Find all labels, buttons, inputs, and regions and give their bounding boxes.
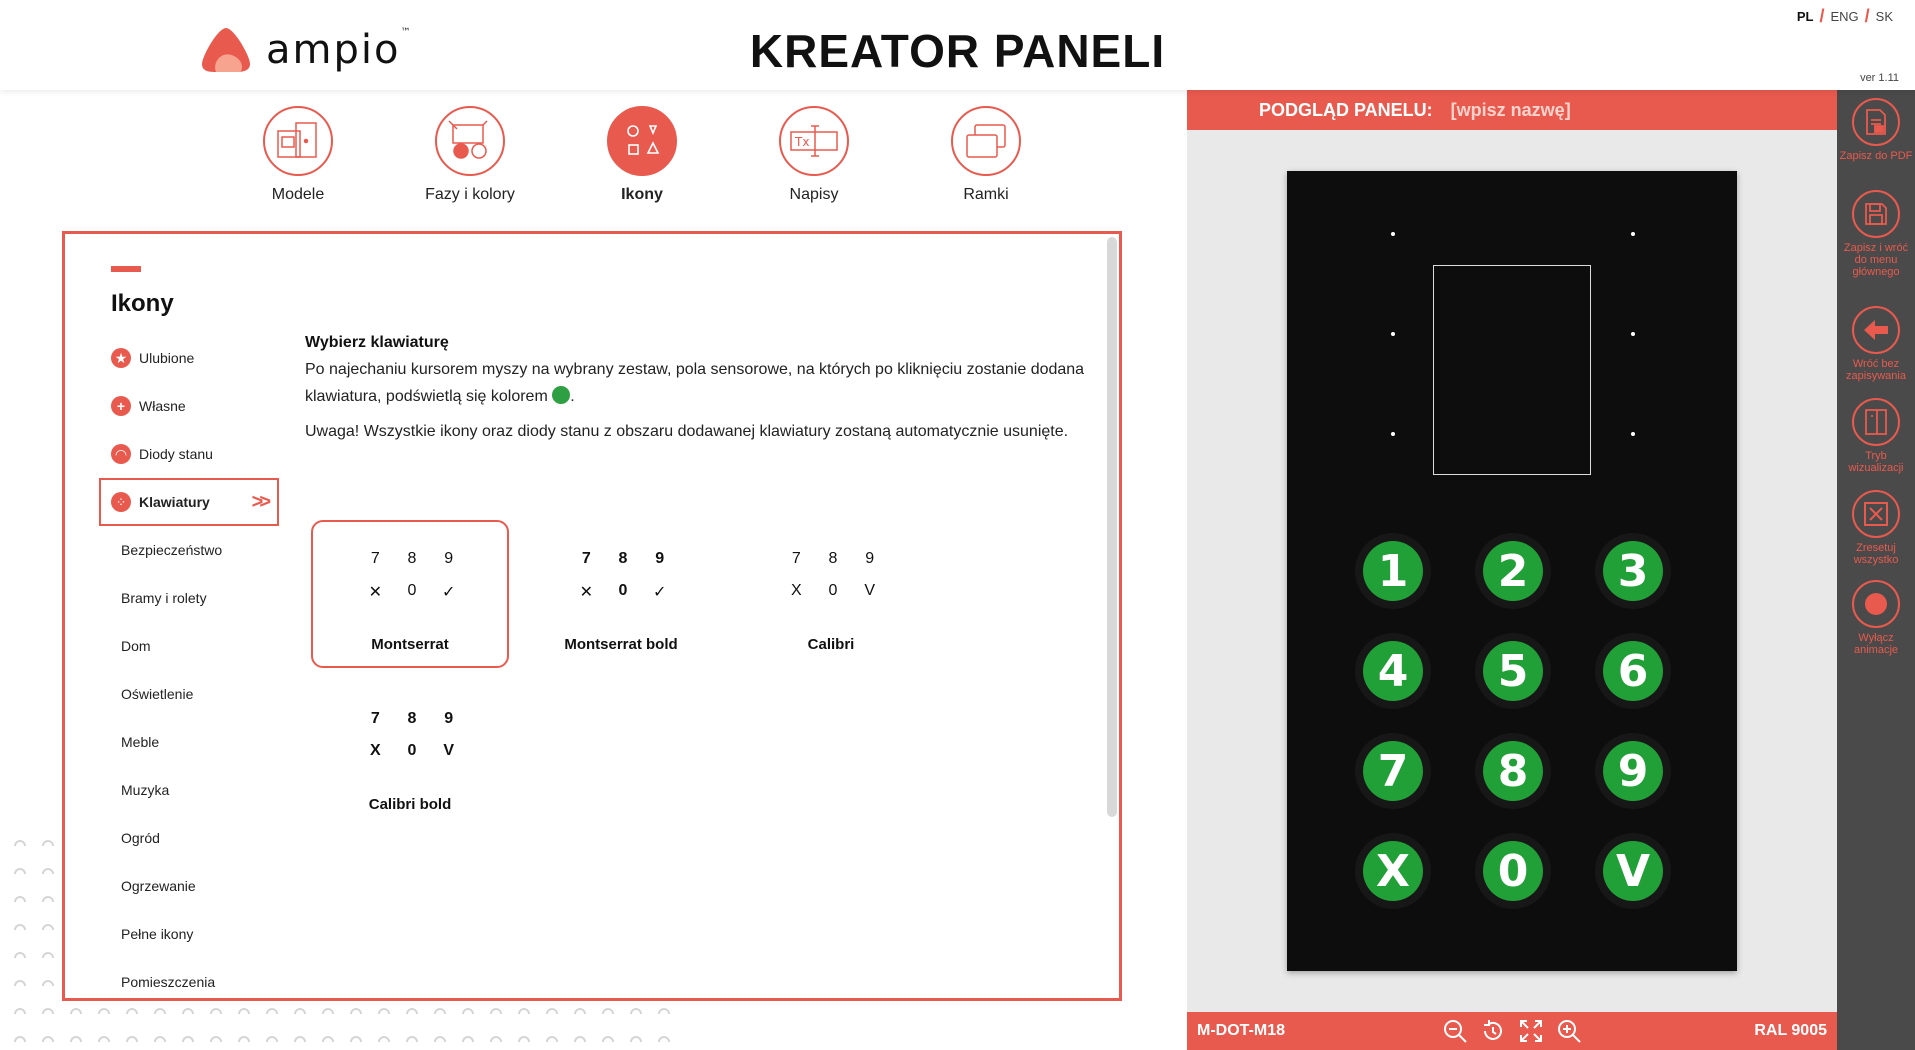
sidebar-item-label: Bezpieczeństwo — [121, 542, 223, 558]
tab-modele[interactable] — [212, 106, 384, 204]
decorative-arch — [575, 1037, 585, 1042]
back-arrow-icon — [1852, 306, 1900, 354]
decorative-arch — [603, 1009, 613, 1014]
green-dot-icon — [552, 386, 570, 404]
decorative-arch — [407, 1037, 417, 1042]
panel-key-v[interactable]: V — [1595, 833, 1671, 909]
tab-label: Napisy — [789, 186, 839, 203]
panel-preview[interactable] — [1287, 171, 1737, 971]
decorative-pattern — [0, 820, 680, 1050]
decorative-arch — [183, 1009, 193, 1014]
panel-key-9[interactable]: 9 — [1595, 733, 1671, 809]
sidebar-item-bezpieczenstwo[interactable] — [101, 526, 281, 574]
decorative-arch — [71, 1037, 81, 1042]
status-led — [1391, 332, 1395, 336]
keyset-name: Montserrat bold — [564, 636, 678, 653]
decorative-arch — [155, 1037, 165, 1042]
keyset-calibri-bold[interactable] — [311, 680, 509, 828]
save-and-return-button[interactable] — [1837, 190, 1915, 278]
decorative-arch — [379, 1009, 389, 1014]
keyset-calibri[interactable] — [732, 520, 930, 668]
panel-key-7[interactable]: 7 — [1355, 733, 1431, 809]
panel-key-8[interactable]: 8 — [1475, 733, 1551, 809]
visualization-icon — [1852, 398, 1900, 446]
content-description: Po najechaniu kursorem myszy na wybrany zestaw, pola sensorowe, na których po kliknięciu zostanie dodana klawiatura, podświetlą się kolorem . — [305, 361, 1085, 405]
decorative-arch — [15, 869, 25, 874]
decorative-arch — [127, 1009, 137, 1014]
tool-label: Wyłącz animacje — [1853, 632, 1899, 656]
decorative-arch — [351, 1009, 361, 1014]
decorative-arch — [491, 1009, 501, 1014]
decorative-arch — [547, 1037, 557, 1042]
sidebar-item-label: Dom — [121, 638, 151, 654]
tab-label: Fazy i kolory — [425, 186, 515, 203]
tab-ikony[interactable] — [556, 106, 728, 204]
decorative-arch — [519, 1037, 529, 1042]
sidebar-item-label: Muzyka — [121, 782, 170, 798]
tab-label: Modele — [271, 186, 325, 203]
decorative-arch — [43, 841, 53, 846]
header — [0, 0, 1915, 90]
decorative-arch — [351, 1037, 361, 1042]
scrollbar[interactable] — [1107, 237, 1117, 817]
decorative-arch — [43, 1037, 53, 1042]
decorative-arch — [43, 1009, 53, 1014]
keyset-montserrat[interactable] — [311, 520, 509, 668]
text-icon — [779, 106, 849, 176]
decorative-arch — [519, 1009, 529, 1014]
status-led — [1391, 232, 1395, 236]
decorative-arch — [239, 1037, 249, 1042]
preview-label: PODGLĄD PANELU: — [1259, 99, 1433, 120]
decorative-arch — [43, 925, 53, 930]
lang-separator: / — [1819, 6, 1825, 26]
keyset-montserrat-bold[interactable] — [522, 520, 720, 668]
decorative-arch — [155, 1009, 165, 1014]
language-switcher — [1797, 6, 1893, 27]
tool-label: Zresetuj wszystko — [1853, 542, 1899, 566]
sidebar-item-label: Diody stanu — [139, 446, 213, 462]
back-without-saving-button[interactable] — [1837, 306, 1915, 382]
decorative-arch — [295, 1037, 305, 1042]
decorative-arch — [15, 841, 25, 846]
decorative-arch — [183, 1037, 193, 1042]
panel-color-code: RAL 9005 — [1754, 1022, 1827, 1039]
keyset-preview: 7 8 9 ✕ 0 ✓ — [579, 550, 667, 601]
panel-key-x[interactable]: X — [1355, 833, 1431, 909]
section-title: Ikony — [111, 290, 174, 317]
sidebar-item-label: Bramy i rolety — [121, 590, 207, 606]
decorative-arch — [211, 1009, 221, 1014]
decorative-arch — [43, 981, 53, 986]
panel-key-4[interactable]: 4 — [1355, 633, 1431, 709]
keyset-preview: 7 8 9 X 0 V — [369, 710, 454, 759]
panel-key-2[interactable]: 2 — [1475, 533, 1551, 609]
sidebar-item-label: Pełne ikony — [121, 926, 194, 942]
led-icon: ◠ — [111, 444, 131, 464]
tool-label: Zapisz do PDF — [1839, 150, 1913, 162]
panel-model: M-DOT-M18 — [1197, 1022, 1285, 1039]
app-title: KREATOR PANELI — [749, 25, 1166, 77]
preview-header — [1187, 90, 1837, 130]
lang-pl[interactable]: PL — [1796, 9, 1814, 24]
decorative-arch — [631, 1037, 641, 1042]
decorative-arch — [659, 1009, 669, 1014]
chevron-right-icon: >> — [251, 490, 267, 513]
logo[interactable] — [200, 26, 412, 74]
sidebar-item-wlasne[interactable] — [101, 382, 281, 430]
zoom-out-icon[interactable] — [1442, 1018, 1468, 1044]
decorative-arch — [547, 1009, 557, 1014]
sidebar-item-oswietlenie[interactable] — [101, 670, 281, 718]
decorative-arch — [15, 1009, 25, 1014]
pdf-icon — [1852, 98, 1900, 146]
decorative-arch — [43, 897, 53, 902]
phases-colors-icon — [435, 106, 505, 176]
sidebar-item-ulubione[interactable] — [101, 334, 281, 382]
sidebar-item-label: Ulubione — [139, 350, 195, 366]
decorative-arch — [435, 1037, 445, 1042]
tool-label: Tryb wizualizacji — [1848, 450, 1904, 474]
preview-footer — [1187, 1012, 1837, 1050]
star-icon: ★ — [111, 348, 131, 368]
decorative-arch — [295, 1009, 305, 1014]
reset-icon — [1852, 490, 1900, 538]
decorative-arch — [323, 1037, 333, 1042]
tab-fazy-i-kolory[interactable] — [384, 106, 556, 204]
display-area[interactable] — [1433, 265, 1591, 475]
decorative-arch — [43, 953, 53, 958]
decorative-arch — [659, 1037, 669, 1042]
decorative-arch — [15, 1037, 25, 1042]
tab-bar — [212, 106, 1072, 204]
lang-separator: / — [1864, 6, 1870, 26]
panel-key-1[interactable]: 1 — [1355, 533, 1431, 609]
decorative-arch — [603, 1037, 613, 1042]
save-pdf-button[interactable] — [1837, 98, 1915, 162]
decorative-arch — [127, 1037, 137, 1042]
sidebar-item-label: Oświetlenie — [121, 686, 194, 702]
decorative-arch — [15, 953, 25, 958]
sidebar-item-bramy-i-rolety[interactable] — [101, 574, 281, 622]
sidebar-item-muzyka[interactable] — [101, 766, 281, 814]
sidebar-item-label: Ogrzewanie — [121, 878, 196, 894]
sidebar-item-label: Pomieszczenia — [121, 974, 216, 990]
decorative-arch — [211, 1037, 221, 1042]
keypad-instructions — [305, 334, 1085, 444]
decorative-arch — [239, 1009, 249, 1014]
keyset-gallery — [311, 520, 931, 850]
decorative-arch — [99, 1009, 109, 1014]
decorative-arch — [435, 1009, 445, 1014]
icons-icon — [607, 106, 677, 176]
keypad-icon: ⁘ — [111, 492, 131, 512]
sidebar-item-meble[interactable] — [101, 718, 281, 766]
keyset-name: Montserrat — [371, 636, 449, 653]
decorative-arch — [71, 1009, 81, 1014]
keyset-name: Calibri bold — [368, 796, 452, 813]
status-led — [1631, 332, 1635, 336]
decorative-arch — [491, 1037, 501, 1042]
keyset-name: Calibri — [807, 636, 855, 653]
content-warning: Uwaga! Wszystkie ikony oraz diody stanu z obszaru dodawanej klawiatury zostaną automatycznie usunięte. — [305, 423, 1069, 440]
reset-zoom-icon[interactable] — [1480, 1018, 1506, 1044]
tab-ramki[interactable] — [900, 106, 1072, 204]
frames-icon — [951, 106, 1021, 176]
keyset-preview: 7 8 9 X 0 V — [790, 550, 875, 599]
zoom-tools — [1442, 1018, 1582, 1044]
panel-key-6[interactable]: 6 — [1595, 633, 1671, 709]
status-led — [1631, 232, 1635, 236]
decorative-arch — [15, 981, 25, 986]
models-icon — [263, 106, 333, 176]
panel-key-5[interactable]: 5 — [1475, 633, 1551, 709]
decorative-arch — [43, 869, 53, 874]
decorative-arch — [379, 1037, 389, 1042]
tab-label: Ramki — [963, 186, 1009, 203]
plus-icon: + — [111, 396, 131, 416]
ampio-logo-icon — [200, 26, 252, 74]
logo-text: ampio™ — [266, 27, 413, 73]
content-heading: Wybierz klawiaturę — [305, 334, 449, 351]
tool-label: Wróć bez zapisywania — [1846, 358, 1906, 382]
accent-bar — [111, 266, 141, 272]
decorative-arch — [267, 1037, 277, 1042]
sidebar-item-diody-stanu[interactable] — [101, 430, 281, 478]
tab-napisy[interactable] — [728, 106, 900, 204]
lang-eng[interactable]: ENG — [1830, 9, 1859, 24]
decorative-arch — [463, 1009, 473, 1014]
panel-key-3[interactable]: 3 — [1595, 533, 1671, 609]
tab-label: Ikony — [621, 186, 663, 203]
decorative-arch — [15, 897, 25, 902]
sidebar-item-dom[interactable] — [101, 622, 281, 670]
sidebar-item-label: Meble — [121, 734, 160, 750]
save-icon — [1852, 190, 1900, 238]
decorative-arch — [631, 1009, 641, 1014]
fit-screen-icon[interactable] — [1518, 1018, 1544, 1044]
panel-key-0[interactable]: 0 — [1475, 833, 1551, 909]
version-label: ver 1.11 — [1860, 72, 1899, 84]
sidebar-item-label: Własne — [139, 398, 186, 414]
decorative-arch — [99, 1037, 109, 1042]
lang-sk[interactable]: SK — [1875, 9, 1893, 24]
decorative-arch — [463, 1037, 473, 1042]
svg-text:Tx: Tx — [795, 135, 810, 149]
sidebar-item-label: Klawiatury — [139, 494, 210, 510]
decorative-arch — [267, 1009, 277, 1014]
tool-label: Zapisz i wróć do menu głównego — [1843, 242, 1909, 278]
action-toolbar — [1837, 90, 1915, 1050]
zoom-in-icon[interactable] — [1556, 1018, 1582, 1044]
decorative-arch — [407, 1009, 417, 1014]
decorative-arch — [323, 1009, 333, 1014]
reset-all-button[interactable] — [1837, 490, 1915, 566]
status-led — [1631, 432, 1635, 436]
sidebar-item-label: Ogród — [121, 830, 160, 846]
decorative-arch — [575, 1009, 585, 1014]
disable-animations-button[interactable] — [1837, 580, 1915, 656]
panel-name-input[interactable]: [wpisz nazwę] — [1450, 99, 1571, 120]
sidebar-item-klawiatury[interactable] — [99, 478, 279, 526]
decorative-arch — [15, 925, 25, 930]
keyset-preview: 7 8 9 ✕ 0 ✓ — [368, 550, 456, 601]
status-led — [1391, 432, 1395, 436]
animation-icon — [1852, 580, 1900, 628]
visualization-mode-button[interactable] — [1837, 398, 1915, 474]
